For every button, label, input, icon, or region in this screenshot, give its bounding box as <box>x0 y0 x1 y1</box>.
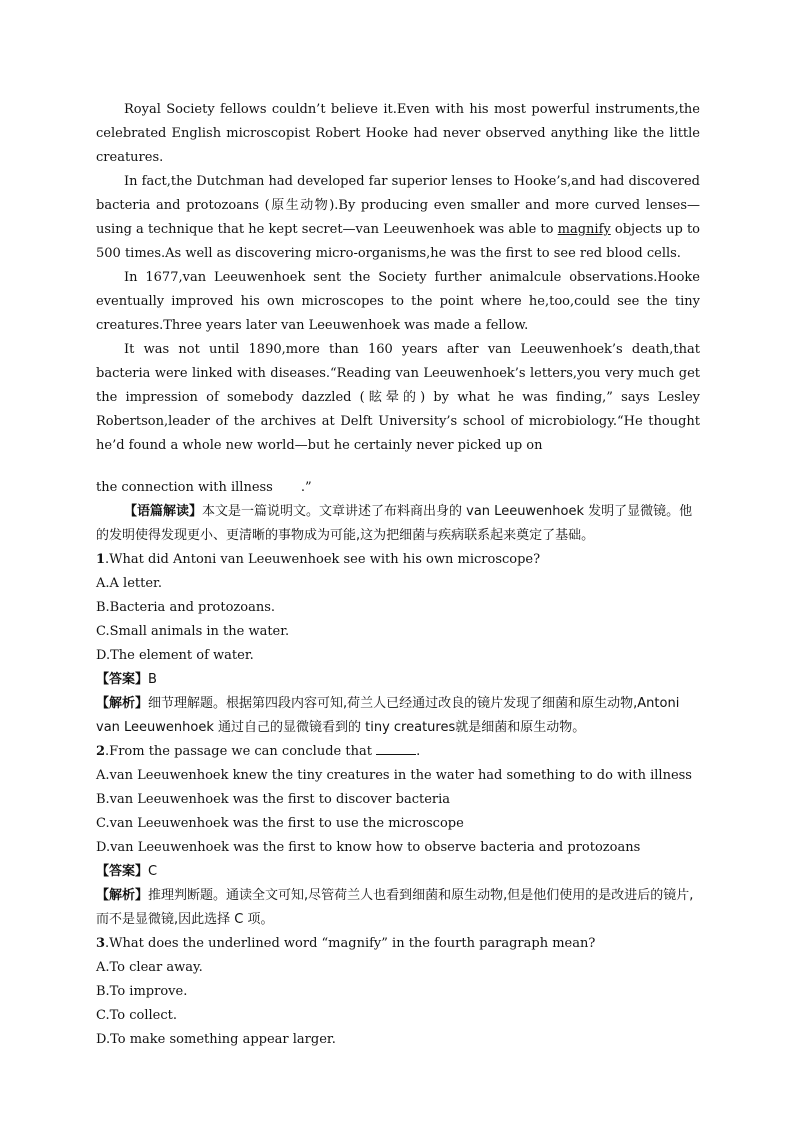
explanation-text: 推理判断题。通读全文可知,尽管荷兰人也看到细菌和原生动物,但是他们使用的是改进后的镜片,而不是显微镜,因此选择 C 项。 <box>96 888 694 927</box>
summary-tag: 【语篇解读】 <box>124 504 203 519</box>
answer-value: B <box>148 672 157 687</box>
question-1-option-a: A.A letter. <box>96 576 162 591</box>
question-3-option-c: C.To collect. <box>96 1008 177 1023</box>
answer-blank <box>376 742 416 755</box>
question-2-option-a: A.van Leeuwenhoek knew the tiny creatures in the water had something to do with illness <box>96 768 692 783</box>
question-1-option-b: B.Bacteria and protozoans. <box>96 600 276 615</box>
answer-tag: 【答案】 <box>96 672 149 687</box>
explanation-text: 细节理解题。根据第四段内容可知,荷兰人已经通过改良的镜片发现了细菌和原生动物,Antoni van Leeuwenhoek 通过自己的显微镜看到的 tiny creatures就是细菌和原生动物。 <box>96 696 680 735</box>
explanation-tag: 【解析】 <box>96 888 149 903</box>
question-number: 3 <box>96 936 106 951</box>
passage-paragraph-4-last-line <box>96 476 700 500</box>
discourse-summary <box>96 500 700 548</box>
question-1-option-c: C.Small animals in the water. <box>96 624 290 639</box>
question-number: 2 <box>96 744 106 759</box>
question-text: .What did Antoni van Leeuwenhoek see with his own microscope? <box>105 552 541 567</box>
answer-tag: 【答案】 <box>96 864 149 879</box>
question-2-answer <box>96 860 700 884</box>
question-2-option-c: C.van Leeuwenhoek was the first to use the microscope <box>96 816 464 831</box>
question-1-answer <box>96 668 700 692</box>
passage-paragraph-2 <box>96 170 700 266</box>
question-1-explanation <box>96 692 700 740</box>
question-text: .What does the underlined word “magnify” in the fourth paragraph mean? <box>105 936 596 951</box>
question-1-stem <box>96 548 700 572</box>
p2-text-before: In fact,the Dutchman had developed far superior lenses to Hooke’s,and had discovered bacteria and protozoans (原生动物).By producing even smaller and more curved lenses—using a technique that he kept secret—van Leeuwenhoek was able to <box>96 174 700 237</box>
question-2-stem <box>96 740 700 764</box>
summary-text: 本文是一篇说明文。文章讲述了布料商出身的 van Leeuwenhoek 发明了显微镜。他的发明使得发现更小、更清晰的事物成为可能,这为把细菌与疾病联系起来奠定了基础。 <box>96 504 693 543</box>
question-2-option-b: B.van Leeuwenhoek was the first to discover bacteria <box>96 792 451 807</box>
question-1-option-d: D.The element of water. <box>96 648 254 663</box>
spacer <box>96 458 700 476</box>
p4-last-after: .” <box>300 480 312 495</box>
underlined-word: magnify <box>557 222 611 237</box>
document-page <box>96 98 700 1052</box>
question-3-option-b: B.To improve. <box>96 984 188 999</box>
question-3-stem <box>96 932 700 956</box>
passage-paragraph-1: Royal Society fellows couldn’t believe it.Even with his most powerful instruments,the celebrated English microscopist Robert Hooke had never observed anything like the little creatures. <box>96 102 700 165</box>
question-text: .From the passage we can conclude that <box>105 744 377 759</box>
question-2-option-d: D.van Leeuwenhoek was the first to know how to observe bacteria and protozoans <box>96 840 641 855</box>
question-number: 1 <box>96 552 106 567</box>
explanation-tag: 【解析】 <box>96 696 149 711</box>
question-text-end: . <box>416 744 421 759</box>
question-3-option-d: D.To make something appear larger. <box>96 1032 336 1047</box>
answer-value: C <box>148 864 158 879</box>
p2-text-after: objects up to 500 times.As well as discovering micro-organisms,he was the first to see red blood cells. <box>96 222 700 261</box>
question-3-option-a: A.To clear away. <box>96 960 203 975</box>
passage-paragraph-4: It was not until 1890,more than 160 years after van Leeuwenhoek’s death,that bacteria were linked with diseases.“Reading van Leeuwenhoek’s letters,you very much get the impression of somebody dazzled (眩晕的) by what he was finding,” says Lesley Robertson,leader of the archives at Delft University’s school of microbiology.“He thought he’d found a whole new world—but he certainly never picked up on <box>96 342 700 453</box>
passage-paragraph-3: In 1677,van Leeuwenhoek sent the Society further animalcule observations.Hooke eventually improved his own microscopes to the point where he,too,could see the tiny creatures.Three years later van Leeuwenhoek was made a fellow. <box>96 270 700 333</box>
p4-last-before: the connection with illness <box>96 480 273 495</box>
question-2-explanation <box>96 884 700 932</box>
